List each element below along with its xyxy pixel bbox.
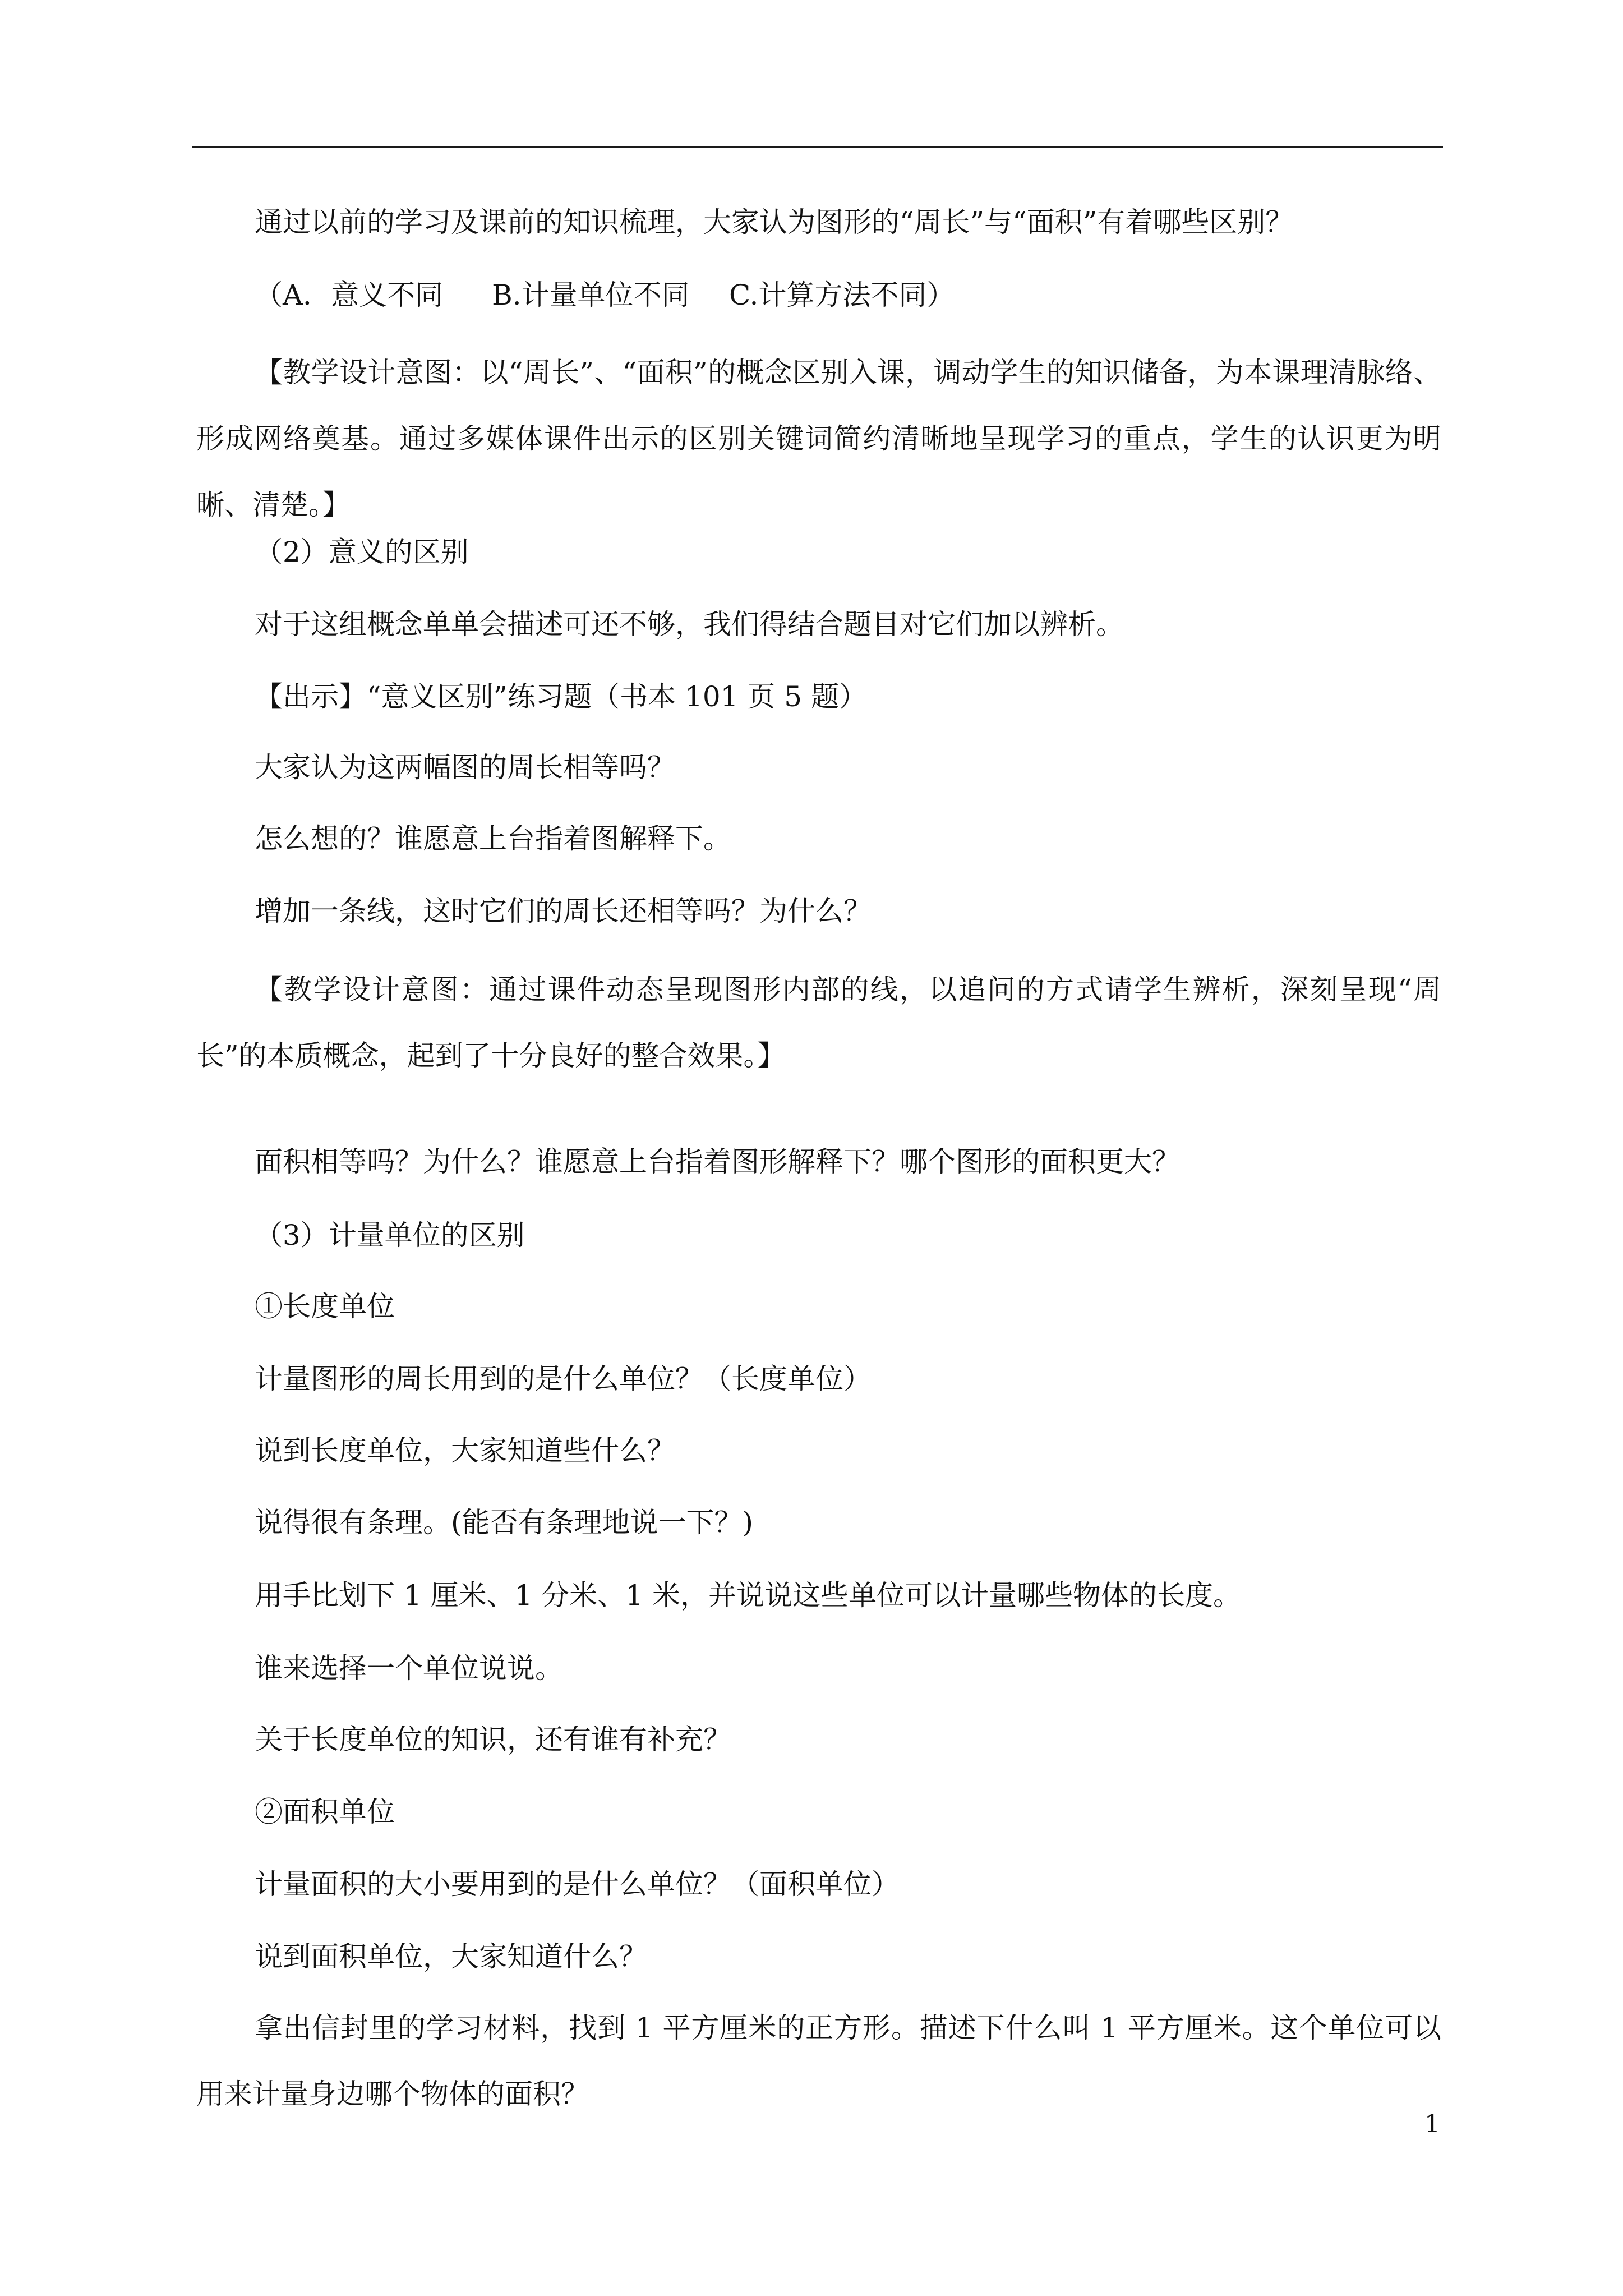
design-note-1: 【教学设计意图：以“周长”、“面积”的概念区别入课，调动学生的知识储备，为本课理清脉络、形成网络奠基。通过多媒体课件出示的区别关键词简约清晰地呈现学习的重点，学生的认识更为明晰、清楚。】 (196, 356, 1441, 521)
subheading-area-unit: ②面积单位 (255, 1796, 395, 1828)
paragraph-supplement: 关于长度单位的知识，还有谁有补充？ (255, 1723, 731, 1756)
question-length-unit: 计量图形的周长用到的是什么单位？（长度单位） (255, 1363, 872, 1395)
question-length-know: 说到长度单位，大家知道些什么？ (255, 1434, 675, 1467)
option-c: C.计算方法不同） (729, 279, 955, 311)
paragraph-gesture: 用手比划下 1 厘米、1 分米、1 米，并说说这些单位可以计量哪些物体的长度。 (255, 1579, 1242, 1612)
paragraph-orderly: 说得很有条理。(能否有条理地说一下？) (255, 1506, 754, 1539)
question-perimeter-equal: 大家认为这两幅图的周长相等吗？ (255, 751, 675, 784)
option-a: （A．意义不同 (255, 279, 444, 311)
section-heading-meaning: （2）意义的区别 (255, 536, 469, 568)
page-number: 1 (1424, 2110, 1440, 2138)
question-area-unit: 计量面积的大小要用到的是什么单位？（面积单位） (255, 1868, 900, 1901)
question-add-line: 增加一条线，这时它们的周长还相等吗？为什么？ (255, 895, 872, 927)
paragraph-concept: 对于这组概念单单会描述可还不够，我们得结合题目对它们加以辨析。 (255, 608, 1124, 641)
paragraph-choose: 谁来选择一个单位说说。 (255, 1652, 563, 1685)
question-intro: 通过以前的学习及课前的知识梳理，大家认为图形的“周长”与“面积”有着哪些区别？ (255, 206, 1294, 238)
question-area-know: 说到面积单位，大家知道什么？ (255, 1940, 647, 1973)
option-b: B.计量单位不同 (492, 279, 690, 311)
header-rule (192, 146, 1443, 148)
question-area-equal: 面积相等吗？为什么？谁愿意上台指着图形解释下？哪个图形的面积更大？ (255, 1145, 1180, 1178)
paragraph-envelope: 拿出信封里的学习材料，找到 1 平方厘米的正方形。描述下什么叫 1 平方厘米。这个单位可以用来计量身边哪个物体的面积？ (196, 2012, 1441, 2110)
question-how: 怎么想的？谁愿意上台指着图解释下。 (255, 822, 731, 855)
design-note-2: 【教学设计意图：通过课件动态呈现图形内部的线，以追问的方式请学生辨析，深刻呈现“周长”的本质概念，起到了十分良好的整合效果。】 (196, 973, 1441, 1072)
answer-options (255, 278, 955, 312)
paragraph-show-exercise: 【出示】“意义区别”练习题（书本 101 页 5 题） (255, 680, 867, 713)
subheading-length-unit: ①长度单位 (255, 1290, 395, 1323)
section-heading-units: （3）计量单位的区别 (255, 1219, 525, 1251)
